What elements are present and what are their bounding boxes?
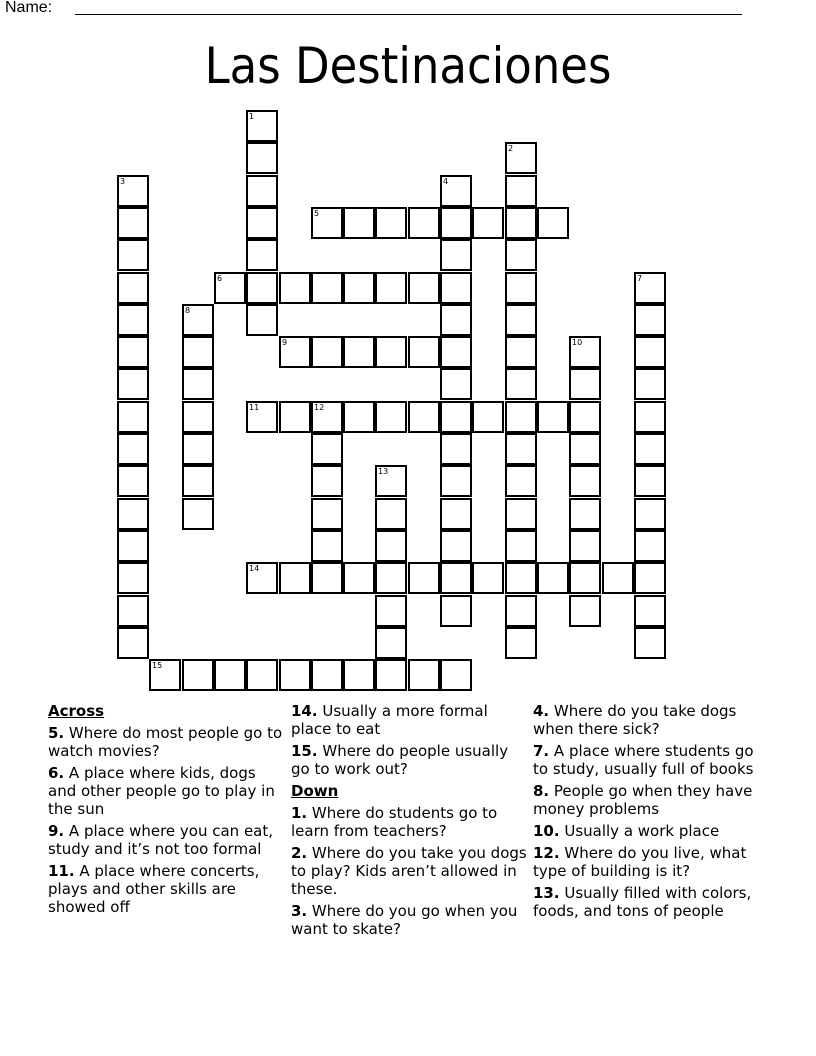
clue-across-11: [48, 862, 284, 916]
crossword-cell[interactable]: [117, 336, 149, 368]
crossword-cell[interactable]: [117, 595, 149, 627]
across-heading: Across: [48, 702, 105, 720]
clue-across-6: [48, 764, 284, 818]
crossword-cell[interactable]: [311, 659, 343, 691]
clue-number: 2.: [291, 844, 308, 862]
clue-down-3: [291, 902, 527, 938]
clue-text: Where do you take dogs when there sick?: [533, 702, 737, 738]
crossword-cell[interactable]: [634, 336, 666, 368]
crossword-cell[interactable]: [343, 401, 375, 433]
crossword-cell[interactable]: [472, 207, 504, 239]
crossword-cell[interactable]: [634, 368, 666, 400]
crossword-cell[interactable]: [182, 304, 214, 336]
crossword-cell[interactable]: [311, 498, 343, 530]
crossword-cell[interactable]: [246, 175, 278, 207]
crossword-cell[interactable]: [182, 498, 214, 530]
crossword-cell[interactable]: [440, 465, 472, 497]
clue-text: Where do people usually go to work out?: [291, 742, 509, 778]
clues-column-1: [48, 702, 284, 920]
clue-number: 14.: [291, 702, 318, 720]
clue-number-label: 5: [314, 209, 320, 218]
crossword-cell[interactable]: [279, 659, 311, 691]
crossword-cell[interactable]: [505, 498, 537, 530]
crossword-cell[interactable]: [343, 272, 375, 304]
clue-number: 7.: [533, 742, 550, 760]
clue-text: Usually a more formal place to eat: [291, 702, 488, 738]
crossword-cell[interactable]: [440, 207, 472, 239]
crossword-cell[interactable]: [182, 433, 214, 465]
crossword-cell[interactable]: [375, 595, 407, 627]
crossword-cell[interactable]: [505, 142, 537, 174]
crossword-cell[interactable]: [505, 239, 537, 271]
name-label: Name:: [5, 0, 53, 16]
crossword-cell[interactable]: [343, 336, 375, 368]
clue-number-label: 6: [217, 274, 223, 283]
crossword-cell[interactable]: [246, 207, 278, 239]
crossword-cell[interactable]: [505, 530, 537, 562]
crossword-cell[interactable]: [537, 207, 569, 239]
crossword-cell[interactable]: [311, 562, 343, 594]
crossword-cell[interactable]: [279, 272, 311, 304]
clue-text: Usually filled with colors, foods, and tons of people: [533, 884, 752, 920]
crossword-cell[interactable]: [569, 562, 601, 594]
clue-across-15: [291, 742, 527, 778]
clue-number: 11.: [48, 862, 75, 880]
crossword-cell[interactable]: [634, 465, 666, 497]
crossword-cell[interactable]: [279, 562, 311, 594]
crossword-cell[interactable]: [279, 336, 311, 368]
crossword-cell[interactable]: [408, 207, 440, 239]
crossword-cell[interactable]: [311, 272, 343, 304]
crossword-cell[interactable]: [343, 659, 375, 691]
crossword-cell[interactable]: [505, 595, 537, 627]
crossword-cell[interactable]: [569, 401, 601, 433]
crossword-cell[interactable]: [569, 530, 601, 562]
crossword-cell[interactable]: [117, 498, 149, 530]
clue-down-12: [533, 844, 769, 880]
crossword-cell[interactable]: [311, 336, 343, 368]
crossword-cell[interactable]: [246, 272, 278, 304]
crossword-cell[interactable]: [311, 465, 343, 497]
crossword-cell[interactable]: [375, 530, 407, 562]
clue-text: People go when they have money problems: [533, 782, 753, 818]
crossword-cell[interactable]: [117, 368, 149, 400]
crossword-cell[interactable]: [117, 401, 149, 433]
crossword-cell[interactable]: [440, 562, 472, 594]
crossword-cell[interactable]: [569, 433, 601, 465]
crossword-cell[interactable]: [311, 207, 343, 239]
crossword-cell[interactable]: [214, 659, 246, 691]
crossword-cell[interactable]: [182, 401, 214, 433]
crossword-cell[interactable]: [117, 272, 149, 304]
crossword-cell[interactable]: [375, 272, 407, 304]
clue-text: A place where you can eat, study and it’s not too formal: [48, 822, 274, 858]
crossword-cell[interactable]: [375, 627, 407, 659]
crossword-cell[interactable]: [634, 562, 666, 594]
clues-column-3: [533, 702, 769, 924]
clue-across-9: [48, 822, 284, 858]
clue-number-label: 15: [152, 661, 163, 670]
crossword-cell[interactable]: [375, 336, 407, 368]
clue-number-label: 9: [282, 338, 288, 347]
crossword-cell[interactable]: [117, 207, 149, 239]
crossword-cell[interactable]: [117, 465, 149, 497]
clue-down-7: [533, 742, 769, 778]
crossword-cell[interactable]: [505, 368, 537, 400]
crossword-cell[interactable]: [117, 530, 149, 562]
crossword-cell[interactable]: [343, 207, 375, 239]
crossword-cell[interactable]: [569, 368, 601, 400]
clue-number-label: 8: [185, 306, 191, 315]
crossword-cell[interactable]: [569, 465, 601, 497]
crossword-cell[interactable]: [505, 465, 537, 497]
clue-number-label: 4: [443, 177, 449, 186]
crossword-cell[interactable]: [182, 465, 214, 497]
crossword-cell[interactable]: [440, 595, 472, 627]
clue-number-label: 12: [314, 403, 325, 412]
crossword-cell[interactable]: [214, 272, 246, 304]
crossword-cell[interactable]: [505, 433, 537, 465]
crossword-cell[interactable]: [375, 207, 407, 239]
crossword-cell[interactable]: [440, 175, 472, 207]
crossword-cell[interactable]: [408, 562, 440, 594]
crossword-cell[interactable]: [408, 401, 440, 433]
clue-number: 9.: [48, 822, 65, 840]
crossword-cell[interactable]: [117, 239, 149, 271]
crossword-cell[interactable]: [440, 304, 472, 336]
clue-number-label: 13: [378, 467, 389, 476]
crossword-cell[interactable]: [634, 304, 666, 336]
crossword-cell[interactable]: [117, 562, 149, 594]
clue-text: A place where students go to study, usually full of books: [533, 742, 754, 778]
crossword-cell[interactable]: [182, 368, 214, 400]
crossword-cell[interactable]: [375, 465, 407, 497]
clue-number: 13.: [533, 884, 560, 902]
clue-text: Usually a work place: [564, 822, 720, 840]
crossword-cell[interactable]: [149, 659, 181, 691]
crossword-cell[interactable]: [537, 401, 569, 433]
crossword-cell[interactable]: [634, 498, 666, 530]
crossword-cell[interactable]: [569, 498, 601, 530]
clue-text: Where do you take you dogs to play? Kids aren’t allowed in these.: [291, 844, 527, 898]
clue-number-label: 2: [508, 144, 514, 153]
clue-number: 4.: [533, 702, 550, 720]
crossword-cell[interactable]: [569, 595, 601, 627]
crossword-cell[interactable]: [472, 401, 504, 433]
crossword-cell[interactable]: [440, 498, 472, 530]
clue-down-8: [533, 782, 769, 818]
clue-number-label: 3: [120, 177, 126, 186]
crossword-cell[interactable]: [182, 659, 214, 691]
clue-down-4: [533, 702, 769, 738]
crossword-cell[interactable]: [537, 562, 569, 594]
clue-number: 12.: [533, 844, 560, 862]
crossword-cell[interactable]: [246, 110, 278, 142]
crossword-cell[interactable]: [634, 595, 666, 627]
clue-down-10: [533, 822, 769, 840]
crossword-cell[interactable]: [246, 562, 278, 594]
crossword-cell[interactable]: [634, 401, 666, 433]
clue-number-label: 1: [249, 112, 255, 121]
crossword-cell[interactable]: [246, 142, 278, 174]
crossword-cell[interactable]: [408, 659, 440, 691]
crossword-cell[interactable]: [182, 336, 214, 368]
clue-number-label: 7: [637, 274, 643, 283]
crossword-cell[interactable]: [569, 336, 601, 368]
crossword-cell[interactable]: [246, 304, 278, 336]
crossword-cell[interactable]: [117, 175, 149, 207]
crossword-cell[interactable]: [505, 272, 537, 304]
crossword-cell[interactable]: [311, 433, 343, 465]
crossword-cell[interactable]: [375, 401, 407, 433]
crossword-cell[interactable]: [440, 272, 472, 304]
crossword-cell[interactable]: [634, 272, 666, 304]
crossword-cell[interactable]: [505, 207, 537, 239]
crossword-cell[interactable]: [246, 239, 278, 271]
crossword-cell[interactable]: [634, 627, 666, 659]
crossword-cell[interactable]: [440, 336, 472, 368]
clue-down-13: [533, 884, 769, 920]
crossword-cell[interactable]: [505, 304, 537, 336]
crossword-cell[interactable]: [408, 336, 440, 368]
clue-down-2: [291, 844, 527, 898]
crossword-cell[interactable]: [505, 627, 537, 659]
clue-number: 3.: [291, 902, 308, 920]
crossword-cell[interactable]: [117, 627, 149, 659]
down-heading: Down: [291, 782, 339, 800]
crossword-cell[interactable]: [375, 659, 407, 691]
crossword-cell[interactable]: [311, 530, 343, 562]
clue-number: 15.: [291, 742, 318, 760]
clues-column-2: [291, 702, 527, 942]
clue-number: 10.: [533, 822, 560, 840]
crossword-cell[interactable]: [505, 175, 537, 207]
crossword-cell[interactable]: [375, 498, 407, 530]
page-title: Las Destinaciones: [204, 37, 612, 95]
crossword-cell[interactable]: [408, 272, 440, 304]
crossword-cell[interactable]: [375, 562, 407, 594]
clue-number-label: 11: [249, 403, 260, 412]
crossword-cell[interactable]: [117, 304, 149, 336]
crossword-cell[interactable]: [246, 659, 278, 691]
crossword-cell[interactable]: [440, 659, 472, 691]
crossword-cell[interactable]: [634, 433, 666, 465]
clue-text: Where do most people go to watch movies?: [48, 724, 283, 760]
clue-number: 8.: [533, 782, 550, 800]
clue-text: Where do you go when you want to skate?: [291, 902, 518, 938]
clue-text: A place where concerts, plays and other skills are showed off: [48, 862, 260, 916]
crossword-cell[interactable]: [311, 401, 343, 433]
crossword-cell[interactable]: [440, 433, 472, 465]
crossword-cell[interactable]: [440, 239, 472, 271]
clue-text: Where do you live, what type of building is it?: [533, 844, 747, 880]
clue-text: A place where kids, dogs and other people go to play in the sun: [48, 764, 275, 818]
crossword-cell[interactable]: [602, 562, 634, 594]
clue-number: 1.: [291, 804, 308, 822]
crossword-cell[interactable]: [505, 401, 537, 433]
crossword-cell[interactable]: [440, 401, 472, 433]
clue-down-1: [291, 804, 527, 840]
clue-number: 5.: [48, 724, 65, 742]
crossword-cell[interactable]: [440, 368, 472, 400]
crossword-cell[interactable]: [472, 562, 504, 594]
crossword-cell[interactable]: [440, 530, 472, 562]
crossword-cell[interactable]: [343, 562, 375, 594]
crossword-cell[interactable]: [117, 433, 149, 465]
clue-number: 6.: [48, 764, 65, 782]
crossword-cell[interactable]: [634, 530, 666, 562]
crossword-cell[interactable]: [505, 562, 537, 594]
crossword-cell[interactable]: [505, 336, 537, 368]
crossword-cell[interactable]: [246, 401, 278, 433]
clue-across-14: [291, 702, 527, 738]
clue-number-label: 10: [572, 338, 583, 347]
crossword-cell[interactable]: [279, 401, 311, 433]
clue-number-label: 14: [249, 564, 260, 573]
clue-across-5: [48, 724, 284, 760]
clue-text: Where do students go to learn from teachers?: [291, 804, 498, 840]
